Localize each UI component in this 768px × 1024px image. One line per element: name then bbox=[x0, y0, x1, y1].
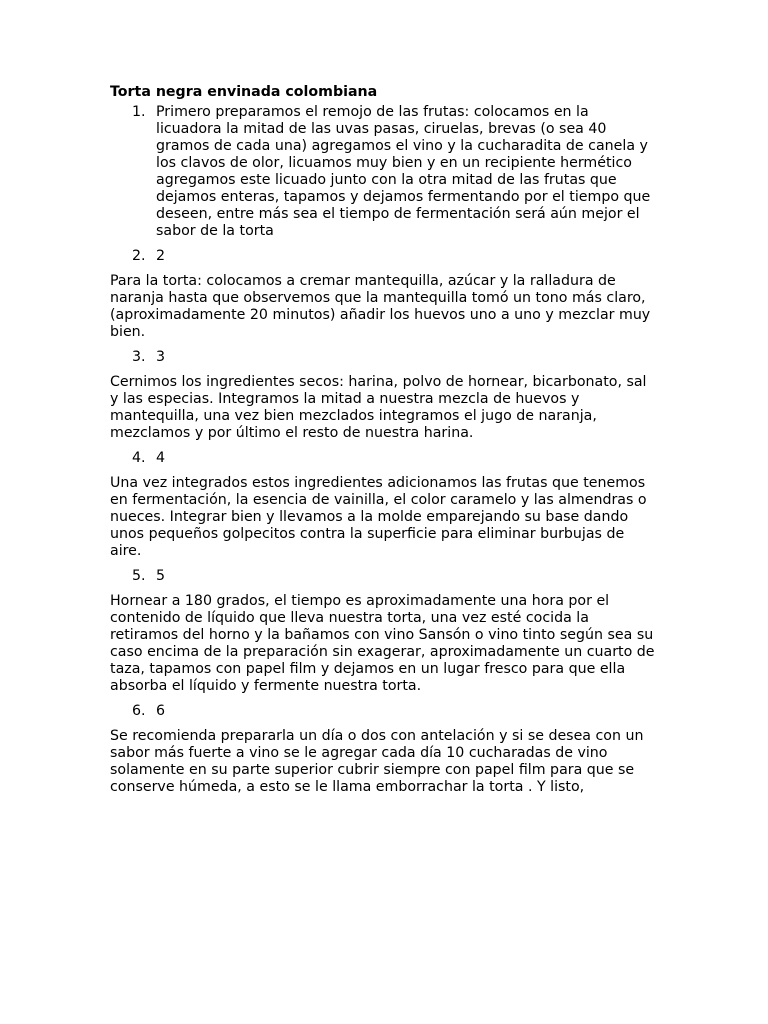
list-item-5 bbox=[110, 568, 658, 585]
list-item-text: 4 bbox=[156, 450, 166, 466]
paragraph-step-2: Para la torta: colocamos a cremar mantequilla, azúcar y la ralladura de naranja hasta que observemos que la mantequilla tomó un tono más claro, (aproximadamente 20 minutos) añadir los huevos uno a uno y mezclar muy bien. bbox=[110, 273, 651, 340]
document-title: Torta negra envinada colombiana bbox=[110, 84, 378, 100]
list-item-6 bbox=[110, 703, 658, 720]
list-item-2 bbox=[110, 248, 658, 265]
paragraph-step-3: Cernimos los ingredientes secos: harina, polvo de hornear, bicarbonato, sal y las especias. Integramos la mitad a nuestra mezcla de huevos y mantequilla, una vez bien mezclados integramos el jugo de naranja, mezclamos y por último el resto de nuestra harina. bbox=[110, 374, 647, 441]
list-number: 5. bbox=[132, 568, 146, 584]
list-item-text: 6 bbox=[156, 703, 166, 719]
paragraph-step-5: Hornear a 180 grados, el tiempo es aproximadamente una hora por el contenido de líquido que lleva nuestra torta, una vez esté cocida la retiramos del horno y la bañamos con vino Sansón o vino tinto según sea su caso encima de la preparación sin exagerar, aproximadamente un cuarto de taza, tapamos con papel film y dejamos en un lugar fresco para que ella absorba el líquido y fermente nuestra torta. bbox=[110, 593, 655, 694]
list-number: 2. bbox=[132, 248, 146, 264]
list-item-4 bbox=[110, 450, 658, 467]
list-number: 4. bbox=[132, 450, 146, 466]
list-number: 6. bbox=[132, 703, 146, 719]
list-item-text: 3 bbox=[156, 349, 166, 365]
list-item-1 bbox=[110, 104, 658, 240]
list-number: 3. bbox=[132, 349, 146, 365]
list-item-text: 5 bbox=[156, 568, 166, 584]
list-item-text: Primero preparamos el remojo de las frutas: colocamos en la licuadora la mitad de las uvas pasas, ciruelas, brevas (o sea 40 gramos de cada una) agregamos el vino y la cucharadita de canela y los clavos de olor, licuamos muy bien y en un recipiente hermético agregamos este licuado junto con la otra mitad de las frutas que dejamos enteras, tapamos y dejamos fermentando por el tiempo que deseen, entre más sea el tiempo de fermentación será aún mejor el sabor de la torta bbox=[156, 104, 651, 239]
paragraph-step-4: Una vez integrados estos ingredientes adicionamos las frutas que tenemos en fermentación, la esencia de vainilla, el color caramelo y las almendras o nueces. Integrar bien y llevamos a la molde emparejando su base dando unos pequeños golpecitos contra la superficie para eliminar burbujas de aire. bbox=[110, 475, 647, 559]
document-page bbox=[110, 84, 658, 804]
list-item-3 bbox=[110, 349, 658, 366]
list-item-text: 2 bbox=[156, 248, 166, 264]
list-number: 1. bbox=[132, 104, 146, 120]
paragraph-step-6: Se recomienda prepararla un día o dos con antelación y si se desea con un sabor más fuerte a vino se le agregar cada día 10 cucharadas de vino solamente en su parte superior cubrir siempre con papel film para que se conserve húmeda, a esto se le llama emborrachar la torta . Y listo, bbox=[110, 728, 644, 795]
